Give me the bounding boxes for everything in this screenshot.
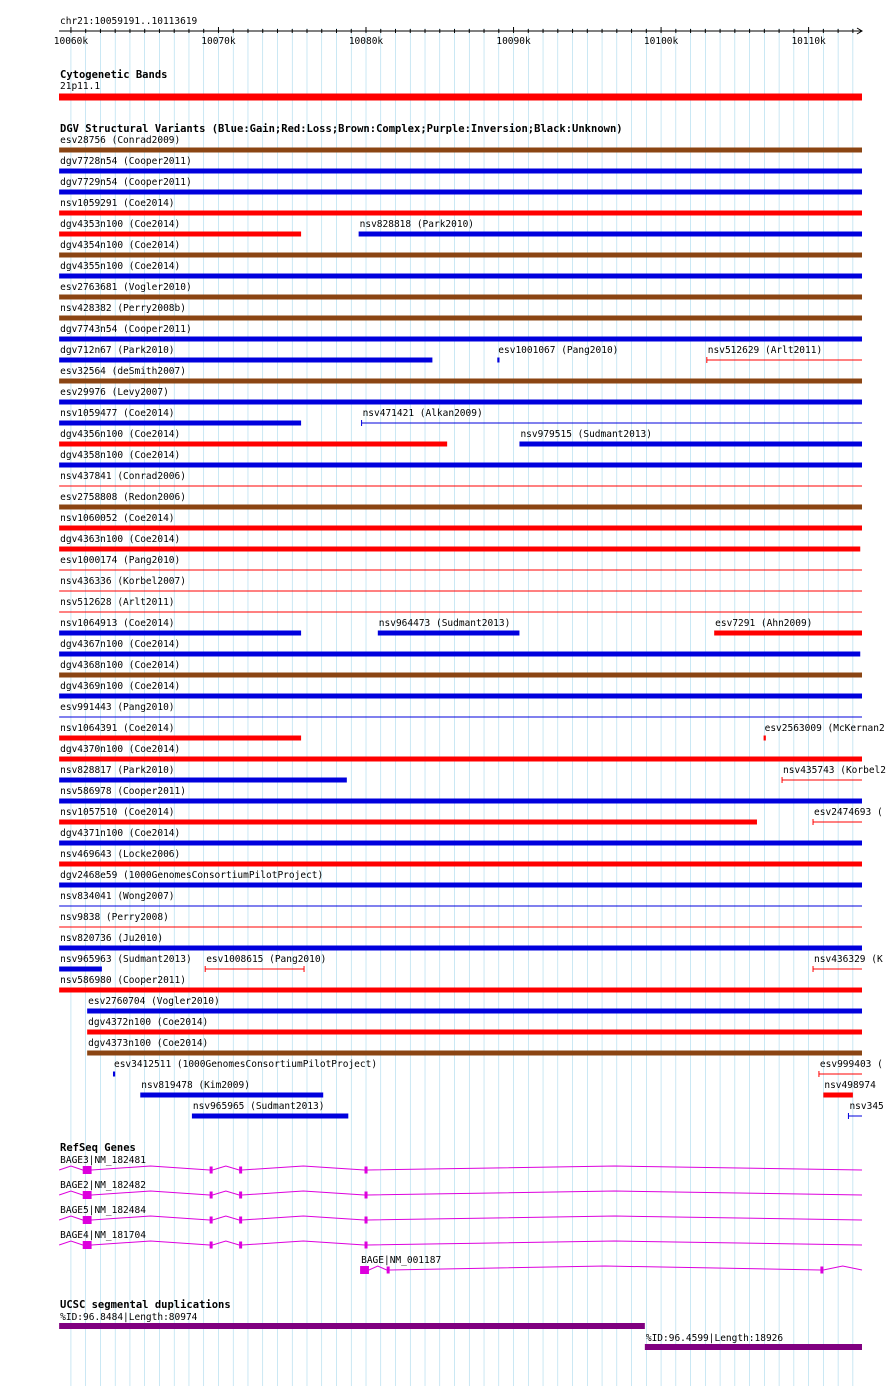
feature-label: dgv4367n100 (Coe2014) bbox=[60, 639, 181, 650]
variant-row bbox=[59, 324, 862, 342]
feature-bar bbox=[59, 799, 862, 804]
variant-row bbox=[59, 219, 862, 237]
variant-feature bbox=[707, 345, 862, 363]
variant-feature bbox=[59, 597, 862, 612]
feature-label: dgv4370n100 (Coe2014) bbox=[60, 744, 181, 755]
feature-bar bbox=[519, 442, 862, 447]
variant-row bbox=[59, 240, 862, 258]
feature-label: dgv4369n100 (Coe2014) bbox=[60, 681, 181, 692]
feature-label: %ID:96.4599|Length:18926 bbox=[645, 1333, 784, 1344]
feature-label: esv999403 ( bbox=[819, 1059, 883, 1070]
feature-label: nsv828818 (Park2010) bbox=[359, 219, 475, 230]
variant-feature bbox=[362, 408, 862, 426]
feature-label: dgv4363n100 (Coe2014) bbox=[60, 534, 181, 545]
gene-exon bbox=[210, 1217, 213, 1224]
variant-feature bbox=[59, 765, 347, 783]
feature-label: nsv436329 (K bbox=[814, 954, 883, 965]
feature-label: esv7291 (Ahn2009) bbox=[715, 618, 813, 629]
variant-row bbox=[59, 933, 862, 951]
feature-bar bbox=[59, 337, 862, 342]
feature-bar bbox=[59, 400, 862, 405]
feature-label: dgv2468e59 (1000GenomesConsortiumPilotProject) bbox=[60, 870, 324, 881]
feature-label: dgv4371n100 (Coe2014) bbox=[60, 828, 181, 839]
variant-feature bbox=[378, 618, 520, 636]
variant-feature bbox=[645, 1333, 862, 1350]
variant-feature bbox=[359, 219, 862, 237]
variant-feature bbox=[59, 807, 757, 825]
variant-feature bbox=[59, 450, 862, 468]
feature-label: nsv1057510 (Coe2014) bbox=[60, 807, 175, 818]
gene-intron-line bbox=[59, 1166, 862, 1170]
feature-label: esv3412511 (1000GenomesConsortiumPilotProject) bbox=[113, 1059, 378, 1070]
feature-label: esv2760704 (Vogler2010) bbox=[88, 996, 220, 1007]
variant-feature bbox=[59, 1312, 645, 1329]
variant-row bbox=[87, 1017, 862, 1035]
variant-row bbox=[59, 513, 862, 531]
gene-intron-line bbox=[59, 1216, 862, 1220]
variant-row bbox=[59, 597, 862, 612]
feature-label: nsv1060052 (Coe2014) bbox=[60, 513, 175, 524]
feature-label: nsv965965 (Sudmant2013) bbox=[192, 1101, 325, 1112]
variant-row bbox=[59, 177, 862, 195]
feature-label: nsv1059477 (Coe2014) bbox=[60, 408, 175, 419]
feature-bar bbox=[59, 757, 862, 762]
dgv-track-title: DGV Structural Variants (Blue:Gain;Red:Loss;Brown:Complex;Purple:Inversion;Black:Unknown) bbox=[60, 123, 623, 135]
feature-bar bbox=[59, 652, 860, 657]
feature-label: nsv469643 (Locke2006) bbox=[60, 849, 181, 860]
variant-feature bbox=[59, 954, 192, 972]
variant-row bbox=[59, 807, 883, 825]
feature-bar bbox=[59, 505, 862, 510]
ruler-tick-label: 10060k bbox=[53, 36, 89, 47]
feature-bar bbox=[59, 778, 347, 783]
gene-exon bbox=[365, 1167, 368, 1174]
feature-label: 21p11.1 bbox=[60, 81, 101, 92]
gene-intron-line bbox=[360, 1266, 862, 1270]
feature-label: esv29976 (Levy2007) bbox=[60, 387, 169, 398]
gene-exon bbox=[365, 1192, 368, 1199]
feature-bar bbox=[59, 883, 862, 888]
feature-bar bbox=[59, 526, 862, 531]
feature-label: nsv964473 (Sudmant2013) bbox=[378, 618, 511, 629]
feature-label: esv28756 (Conrad2009) bbox=[60, 135, 181, 146]
feature-label: nsv1064391 (Coe2014) bbox=[60, 723, 175, 734]
feature-bar bbox=[59, 946, 862, 951]
feature-label: nsv586980 (Cooper2011) bbox=[60, 975, 186, 986]
feature-bar bbox=[59, 316, 862, 321]
feature-label: dgv4356n100 (Coe2014) bbox=[60, 429, 181, 440]
variant-feature bbox=[59, 870, 862, 888]
variant-feature bbox=[59, 723, 301, 741]
variant-feature bbox=[59, 828, 862, 846]
feature-label: nsv1064913 (Coe2014) bbox=[60, 618, 175, 629]
variant-row bbox=[59, 303, 862, 321]
variant-row bbox=[59, 198, 862, 216]
variant-feature bbox=[113, 1059, 377, 1077]
gene-exon bbox=[83, 1191, 92, 1199]
variant-feature bbox=[59, 219, 301, 237]
variant-row bbox=[59, 156, 862, 174]
feature-label: nsv471421 (Alkan2009) bbox=[362, 408, 483, 419]
feature-bar bbox=[823, 1093, 853, 1098]
cytogenetic-bands-track bbox=[59, 69, 862, 101]
feature-label: nsv586978 (Cooper2011) bbox=[60, 786, 186, 797]
feature-bar bbox=[192, 1114, 348, 1119]
feature-bar bbox=[59, 988, 862, 993]
gene-exon bbox=[210, 1167, 213, 1174]
gene-exon bbox=[239, 1167, 242, 1174]
gene-exon bbox=[83, 1241, 92, 1249]
feature-label: dgv7728n54 (Cooper2011) bbox=[60, 156, 192, 167]
variant-feature bbox=[823, 1080, 876, 1098]
variant-feature bbox=[59, 387, 862, 405]
variant-row bbox=[87, 996, 862, 1014]
variant-row bbox=[59, 576, 862, 591]
feature-label: dgv4358n100 (Coe2014) bbox=[60, 450, 181, 461]
variant-row bbox=[59, 744, 862, 762]
variant-row bbox=[59, 639, 860, 657]
variant-feature bbox=[140, 1080, 323, 1098]
feature-label: nsv834041 (Wong2007) bbox=[60, 891, 175, 902]
feature-label: esv2758808 (Redon2006) bbox=[60, 492, 186, 503]
variant-feature bbox=[59, 177, 862, 195]
gene-model bbox=[59, 1180, 862, 1199]
gene-model bbox=[59, 1155, 862, 1174]
variant-row bbox=[59, 261, 862, 279]
feature-label: dgv712n67 (Park2010) bbox=[60, 345, 175, 356]
gene-model bbox=[59, 1230, 862, 1249]
feature-label: esv2563009 (McKernan2 bbox=[764, 723, 885, 734]
variant-feature bbox=[59, 555, 862, 570]
feature-bar bbox=[714, 631, 862, 636]
feature-label: esv1000174 (Pang2010) bbox=[60, 555, 181, 566]
variant-feature bbox=[782, 765, 886, 783]
variant-feature bbox=[59, 933, 862, 951]
feature-bar bbox=[359, 232, 862, 237]
variant-feature bbox=[192, 1101, 348, 1119]
variant-feature bbox=[819, 1059, 883, 1077]
variant-feature bbox=[87, 1017, 862, 1035]
dgv-structural-variants-track bbox=[59, 123, 886, 1119]
gene-exon bbox=[210, 1192, 213, 1199]
variant-row bbox=[59, 408, 862, 426]
feature-label: esv32564 (deSmith2007) bbox=[60, 366, 186, 377]
variant-feature bbox=[59, 240, 862, 258]
ruler-tick-label: 10070k bbox=[201, 36, 236, 47]
variant-feature bbox=[59, 786, 862, 804]
variant-row bbox=[59, 912, 862, 927]
variant-row bbox=[59, 681, 862, 699]
variant-feature bbox=[59, 492, 862, 510]
variant-row bbox=[87, 1038, 862, 1056]
feature-bar bbox=[59, 442, 447, 447]
feature-label: dgv4372n100 (Coe2014) bbox=[88, 1017, 209, 1028]
feature-bar bbox=[59, 148, 862, 153]
feature-label: esv2763681 (Vogler2010) bbox=[60, 282, 192, 293]
variant-feature bbox=[59, 471, 862, 486]
feature-bar bbox=[59, 421, 301, 426]
variant-row bbox=[140, 1080, 876, 1098]
variant-feature bbox=[59, 282, 862, 300]
variant-row bbox=[59, 450, 862, 468]
feature-label: esv2474693 ( bbox=[814, 807, 883, 818]
feature-label: nsv820736 (Ju2010) bbox=[60, 933, 164, 944]
feature-bar bbox=[59, 631, 301, 636]
feature-label: dgv4368n100 (Coe2014) bbox=[60, 660, 181, 671]
feature-label: nsv428382 (Perry2008b) bbox=[60, 303, 186, 314]
variant-row bbox=[59, 975, 862, 993]
gene-exon bbox=[210, 1242, 213, 1249]
refseq-track-title: RefSeq Genes bbox=[60, 1142, 136, 1154]
gene-label: BAGE5|NM_182484 bbox=[60, 1205, 146, 1216]
coordinate-ruler bbox=[54, 16, 862, 47]
gene-exon bbox=[360, 1266, 369, 1274]
variant-feature bbox=[848, 1101, 883, 1119]
variant-feature bbox=[59, 702, 862, 717]
variant-row bbox=[59, 492, 862, 510]
variant-row bbox=[59, 723, 885, 741]
variant-feature bbox=[59, 345, 432, 363]
feature-bar bbox=[59, 190, 862, 195]
variant-feature bbox=[59, 261, 862, 279]
feature-bar bbox=[59, 736, 301, 741]
feature-label: nsv437841 (Conrad2006) bbox=[60, 471, 186, 482]
variant-row bbox=[59, 534, 860, 552]
variant-row bbox=[59, 429, 862, 447]
gene-model bbox=[360, 1255, 862, 1274]
variant-feature bbox=[59, 576, 862, 591]
gene-exon bbox=[83, 1166, 92, 1174]
feature-label: nsv512629 (Arlt2011) bbox=[707, 345, 823, 356]
variant-feature bbox=[87, 996, 862, 1014]
variant-row bbox=[59, 660, 862, 678]
feature-label: nsv1059291 (Coe2014) bbox=[60, 198, 175, 209]
feature-bar bbox=[764, 736, 766, 741]
gene-intron-line bbox=[59, 1191, 862, 1195]
variant-feature bbox=[59, 513, 862, 531]
segmental-duplications-track bbox=[59, 1299, 862, 1350]
feature-label: nsv512628 (Arlt2011) bbox=[60, 597, 175, 608]
feature-bar bbox=[59, 862, 862, 867]
feature-bar bbox=[59, 1323, 645, 1329]
feature-label: nsv498974 bbox=[824, 1080, 876, 1091]
feature-label: nsv345 bbox=[849, 1101, 884, 1112]
feature-label: nsv828817 (Park2010) bbox=[60, 765, 175, 776]
feature-label: dgv7729n54 (Cooper2011) bbox=[60, 177, 192, 188]
variant-row bbox=[59, 555, 862, 570]
feature-bar bbox=[645, 1344, 862, 1350]
variant-row bbox=[59, 786, 862, 804]
feature-bar bbox=[59, 211, 862, 216]
feature-bar bbox=[59, 253, 862, 258]
feature-bar bbox=[59, 379, 862, 384]
variant-feature bbox=[59, 975, 862, 993]
gene-intron-line bbox=[59, 1241, 862, 1245]
feature-bar bbox=[59, 673, 862, 678]
variant-row bbox=[59, 849, 862, 867]
variant-row bbox=[59, 891, 862, 906]
variant-row bbox=[59, 870, 862, 888]
variant-feature bbox=[59, 660, 862, 678]
variant-feature bbox=[59, 81, 862, 101]
ruler-tick-label: 10080k bbox=[348, 36, 384, 47]
variant-feature bbox=[205, 954, 326, 972]
variant-feature bbox=[59, 639, 860, 657]
feature-bar bbox=[497, 358, 499, 363]
variant-feature bbox=[59, 135, 862, 153]
variant-row bbox=[59, 366, 862, 384]
ruler-tick-label: 10090k bbox=[496, 36, 531, 47]
feature-label: dgv4353n100 (Coe2014) bbox=[60, 219, 181, 230]
variant-feature bbox=[59, 366, 862, 384]
variant-feature bbox=[59, 534, 860, 552]
variant-feature bbox=[59, 303, 862, 321]
variant-feature bbox=[813, 954, 883, 972]
gene-exon bbox=[239, 1192, 242, 1199]
feature-label: nsv965963 (Sudmant2013) bbox=[60, 954, 192, 965]
cytoband-track-title: Cytogenetic Bands bbox=[60, 69, 168, 81]
variant-feature bbox=[59, 198, 862, 216]
ruler-tick-label: 10100k bbox=[643, 36, 679, 47]
variant-feature bbox=[59, 891, 862, 906]
feature-bar bbox=[140, 1093, 323, 1098]
gene-exon bbox=[365, 1242, 368, 1249]
feature-label: %ID:96.8484|Length:80974 bbox=[60, 1312, 198, 1323]
feature-bar bbox=[59, 232, 301, 237]
variant-feature bbox=[59, 408, 301, 426]
variant-feature bbox=[714, 618, 862, 636]
variant-feature bbox=[59, 744, 862, 762]
variant-feature bbox=[87, 1038, 862, 1056]
feature-bar bbox=[59, 547, 860, 552]
feature-label: nsv9838 (Perry2008) bbox=[60, 912, 169, 923]
refseq-genes-track bbox=[59, 1142, 862, 1274]
gene-exon bbox=[365, 1217, 368, 1224]
feature-bar bbox=[59, 820, 757, 825]
variant-row bbox=[59, 618, 862, 636]
variant-feature bbox=[59, 324, 862, 342]
variant-feature bbox=[813, 807, 883, 825]
gene-label: BAGE2|NM_182482 bbox=[60, 1180, 146, 1191]
variant-feature bbox=[59, 618, 301, 636]
variant-feature bbox=[59, 429, 447, 447]
gene-exon bbox=[239, 1217, 242, 1224]
feature-bar bbox=[87, 1051, 862, 1056]
variant-feature bbox=[59, 156, 862, 174]
feature-bar bbox=[59, 295, 862, 300]
gene-exon bbox=[239, 1242, 242, 1249]
variant-feature bbox=[59, 681, 862, 699]
gene-exon bbox=[83, 1216, 92, 1224]
gene-exon bbox=[820, 1267, 823, 1274]
variant-row bbox=[59, 345, 862, 363]
variant-feature bbox=[59, 912, 862, 927]
feature-label: nsv979515 (Sudmant2013) bbox=[520, 429, 653, 440]
gene-model bbox=[59, 1205, 862, 1224]
feature-label: nsv436336 (Korbel2007) bbox=[60, 576, 186, 587]
feature-label: esv1008615 (Pang2010) bbox=[206, 954, 327, 965]
feature-bar bbox=[59, 967, 102, 972]
feature-label: dgv4373n100 (Coe2014) bbox=[88, 1038, 209, 1049]
variant-row bbox=[59, 702, 862, 717]
gene-label: BAGE3|NM_182481 bbox=[60, 1155, 146, 1166]
variant-row bbox=[59, 387, 862, 405]
feature-bar bbox=[87, 1030, 862, 1035]
feature-bar bbox=[59, 694, 862, 699]
feature-label: nsv435743 (Korbel2 bbox=[783, 765, 887, 776]
variant-row bbox=[59, 135, 862, 153]
gene-label: BAGE4|NM_181704 bbox=[60, 1230, 146, 1241]
variant-feature bbox=[764, 723, 885, 741]
feature-label: dgv7743n54 (Cooper2011) bbox=[60, 324, 192, 335]
feature-bar bbox=[59, 358, 432, 363]
feature-bar bbox=[59, 94, 862, 101]
feature-bar bbox=[59, 841, 862, 846]
feature-bar bbox=[59, 274, 862, 279]
variant-row bbox=[59, 828, 862, 846]
feature-label: nsv819478 (Kim2009) bbox=[141, 1080, 250, 1091]
variant-row bbox=[192, 1101, 884, 1119]
feature-bar bbox=[378, 631, 520, 636]
feature-label: dgv4355n100 (Coe2014) bbox=[60, 261, 181, 272]
feature-bar bbox=[87, 1009, 862, 1014]
variant-row bbox=[59, 282, 862, 300]
gene-exon bbox=[387, 1267, 390, 1274]
variant-row bbox=[59, 471, 862, 486]
feature-label: dgv4354n100 (Coe2014) bbox=[60, 240, 181, 251]
variant-row bbox=[113, 1059, 883, 1077]
feature-label: esv1001067 (Pang2010) bbox=[498, 345, 619, 356]
region-label: chr21:10059191..10113619 bbox=[60, 16, 198, 27]
feature-bar bbox=[113, 1072, 115, 1077]
variant-feature bbox=[59, 849, 862, 867]
variant-row bbox=[59, 954, 883, 972]
feature-bar bbox=[59, 463, 862, 468]
gene-label: BAGE|NM_001187 bbox=[361, 1255, 442, 1266]
segdup-track-title: UCSC segmental duplications bbox=[60, 1299, 231, 1311]
feature-label: esv991443 (Pang2010) bbox=[60, 702, 175, 713]
ruler-tick-label: 10110k bbox=[791, 36, 826, 47]
feature-bar bbox=[59, 169, 862, 174]
variant-row bbox=[59, 765, 886, 783]
